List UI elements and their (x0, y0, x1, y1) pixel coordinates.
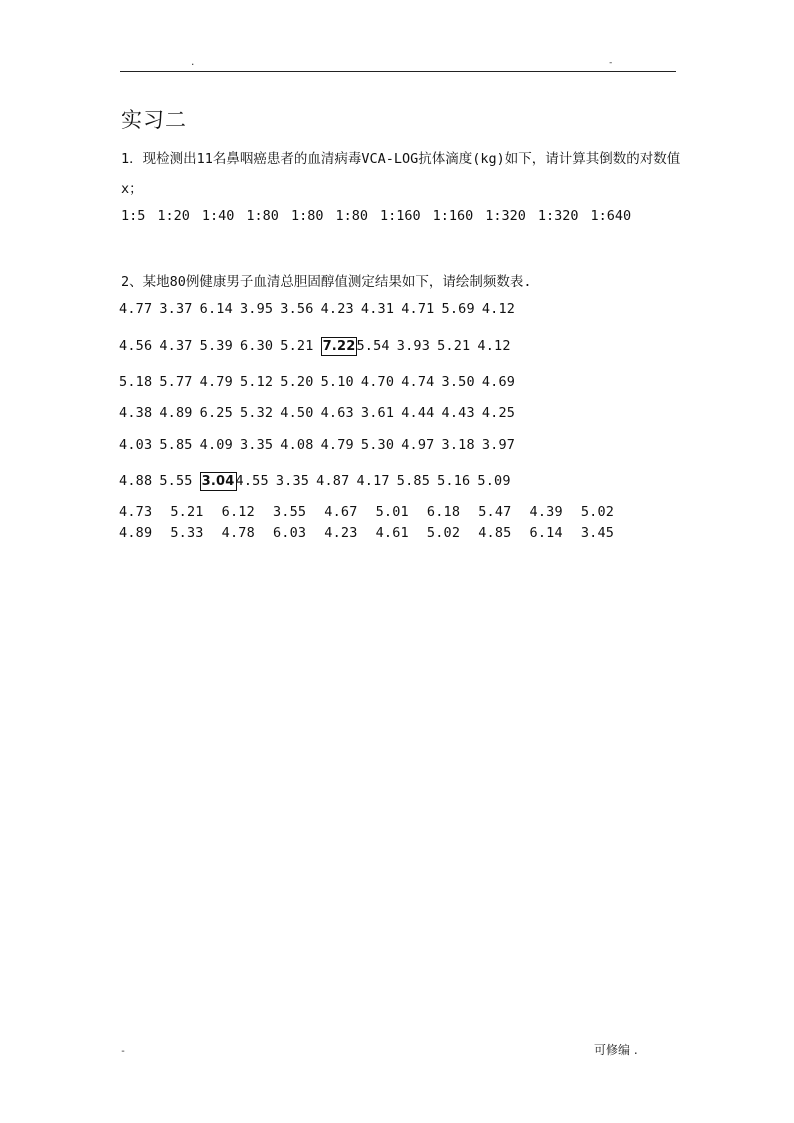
titer-ratio-list (121, 208, 643, 224)
data-value: 4.38 (119, 405, 153, 421)
data-value: 4.12 (481, 301, 516, 317)
data-value: 4.17 (356, 473, 390, 489)
titer-ratio: 1:640 (590, 208, 632, 224)
data-value: 3.50 (441, 374, 475, 390)
data-value: 4.23 (324, 525, 358, 541)
data-value: 3.97 (481, 437, 516, 453)
data-value: 5.85 (159, 437, 193, 453)
data-value: 3.45 (580, 525, 615, 541)
data-value: 4.71 (401, 301, 435, 317)
data-value: 5.18 (119, 374, 153, 390)
data-value: 5.21 (280, 338, 314, 354)
data-value: 3.35 (275, 473, 310, 489)
data-value: 4.55 (235, 473, 269, 489)
titer-ratio: 1:20 (157, 208, 190, 224)
titer-ratio: 1:80 (335, 208, 368, 224)
data-row-3 (119, 374, 522, 390)
highlighted-data-value: 3.04 (201, 474, 235, 489)
titer-ratio: 1:80 (246, 208, 279, 224)
data-value: 4.89 (159, 405, 193, 421)
data-row-5 (119, 437, 522, 453)
data-value: 3.37 (159, 301, 193, 317)
data-value: 3.18 (441, 437, 475, 453)
data-value: 3.56 (280, 301, 314, 317)
data-value: 4.25 (481, 405, 516, 421)
data-value: 4.74 (401, 374, 435, 390)
titer-ratio: 1:80 (290, 208, 324, 224)
data-value: 5.16 (437, 473, 471, 489)
data-value: 3.95 (239, 301, 274, 317)
data-value: 4.39 (529, 504, 563, 520)
data-value: 3.61 (360, 405, 395, 421)
data-row-6 (119, 472, 518, 491)
data-value: 4.97 (401, 437, 435, 453)
data-value: 5.01 (375, 504, 409, 520)
data-value: 5.30 (360, 437, 395, 453)
data-value: 4.69 (481, 374, 516, 390)
data-value: 5.10 (320, 374, 354, 390)
data-value: 5.69 (441, 301, 475, 317)
header-right-mark: - (608, 58, 614, 68)
data-value: 4.03 (119, 437, 153, 453)
data-value: 4.61 (375, 525, 409, 541)
data-row-2 (119, 337, 518, 356)
page-title: 实习二 (121, 108, 187, 132)
data-value: 5.32 (239, 405, 274, 421)
data-value: 5.02 (426, 525, 461, 541)
data-value: 4.44 (401, 405, 435, 421)
data-value: 6.14 (199, 301, 233, 317)
data-value: 6.30 (239, 338, 274, 354)
data-value: 4.50 (280, 405, 314, 421)
data-row-4 (119, 405, 522, 421)
data-value: 6.12 (221, 504, 255, 520)
header-rule (120, 71, 676, 72)
data-value: 5.47 (478, 504, 512, 520)
data-value: 6.14 (529, 525, 563, 541)
data-value: 5.02 (580, 504, 615, 520)
titer-ratio: 1:320 (485, 208, 526, 224)
data-value: 5.21 (437, 338, 471, 354)
question-1-text: 1．现检测出11名鼻咽癌患者的血清病毒VCA-LOG抗体滴度(kg)如下，请计算其倒数的对数值x； (121, 151, 681, 197)
data-value: 4.73 (119, 504, 153, 520)
data-value: 5.12 (239, 374, 274, 390)
data-value: 4.78 (221, 525, 255, 541)
data-value: 3.93 (396, 338, 431, 354)
data-value: 5.09 (477, 473, 511, 489)
header-left-mark: . (190, 58, 196, 68)
data-value: 4.79 (199, 374, 233, 390)
data-value: 5.21 (170, 504, 204, 520)
data-value: 5.39 (199, 338, 233, 354)
footer-left-mark: - (120, 1046, 127, 1057)
data-value: 3.55 (272, 504, 307, 520)
data-value: 5.55 (159, 473, 193, 489)
data-value: 5.77 (159, 374, 193, 390)
data-value: 4.37 (159, 338, 193, 354)
data-value: 3.35 (239, 437, 274, 453)
data-value: 5.54 (356, 338, 390, 354)
data-value: 6.18 (426, 504, 461, 520)
titer-ratio: 1:5 (121, 208, 146, 224)
highlighted-data-value: 7.22 (322, 339, 356, 354)
titer-ratio: 1:160 (379, 208, 421, 224)
data-value: 4.12 (477, 338, 511, 354)
data-row-7 (119, 504, 632, 520)
data-value: 6.25 (199, 405, 233, 421)
data-value: 4.09 (199, 437, 233, 453)
data-value: 4.31 (360, 301, 395, 317)
footer-editable-note: 可修编 . (594, 1043, 638, 1057)
data-value: 4.79 (320, 437, 354, 453)
data-value: 4.23 (320, 301, 354, 317)
data-value: 4.88 (119, 473, 153, 489)
data-value: 4.87 (316, 473, 350, 489)
data-value: 4.67 (324, 504, 358, 520)
data-value: 4.70 (360, 374, 395, 390)
titer-ratio: 1:320 (537, 208, 579, 224)
data-value: 5.33 (170, 525, 204, 541)
data-row-1 (119, 301, 522, 317)
data-value: 4.08 (280, 437, 314, 453)
data-value: 5.85 (396, 473, 431, 489)
data-value: 4.89 (119, 525, 153, 541)
data-value: 4.85 (478, 525, 512, 541)
data-value: 6.03 (272, 525, 307, 541)
data-value: 4.63 (320, 405, 354, 421)
data-value: 4.77 (119, 301, 153, 317)
titer-ratio: 1:40 (201, 208, 235, 224)
titer-ratio: 1:160 (432, 208, 474, 224)
data-value: 4.43 (441, 405, 475, 421)
data-value: 4.56 (119, 338, 153, 354)
data-value: 5.20 (280, 374, 314, 390)
data-row-8 (119, 525, 632, 541)
question-2-text: 2、某地80例健康男子血清总胆固醇值测定结果如下，请绘制频数表. (121, 274, 532, 290)
